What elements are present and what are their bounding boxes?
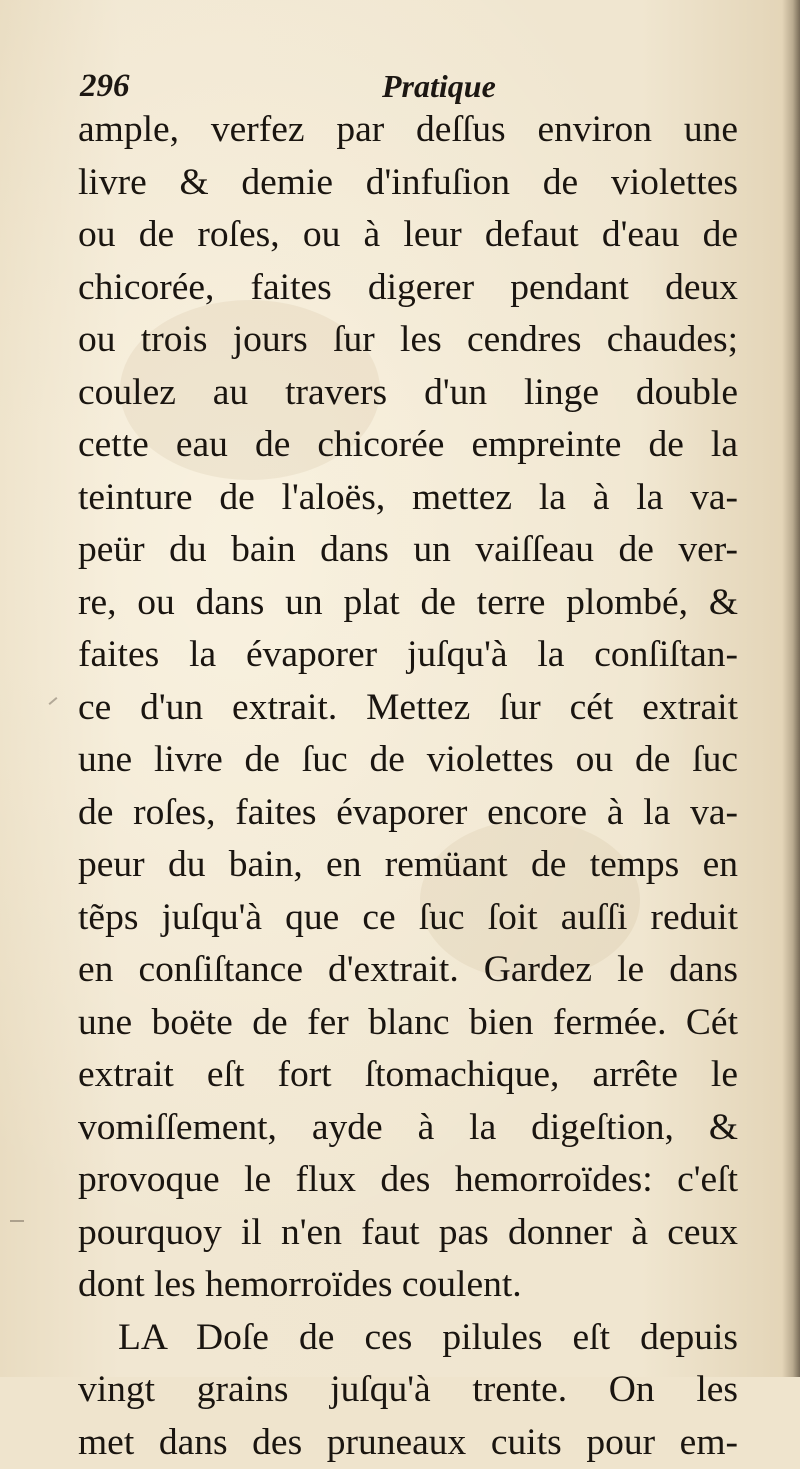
text-line: ou trois jours ſur les cendres chaudes; (78, 314, 738, 367)
text-line: ou de roſes, ou à leur defaut d'eau de (78, 209, 738, 262)
text-line: coulez au travers d'un linge double (78, 367, 738, 420)
margin-mark (49, 697, 58, 705)
text-line: provoque le flux des hemorroïdes: c'eſt (78, 1154, 738, 1207)
text-line: ample, verfez par deſſus environ une (78, 104, 738, 157)
text-line: re, ou dans un plat de terre plombé, & (78, 577, 738, 630)
text-line: pourquoy il n'en faut pas donner à ceux (78, 1207, 738, 1260)
page-header (80, 68, 740, 108)
margin-mark (10, 1220, 24, 1222)
text-line: teinture de l'aloës, mettez la à la va- (78, 472, 738, 525)
text-line: chicorée, faites digerer pendant deux (78, 262, 738, 315)
text-line: ce d'un extrait. Mettez ſur cét extrait (78, 682, 738, 735)
body-text (78, 104, 738, 1469)
text-line: cette eau de chicorée empreinte de la (78, 419, 738, 472)
text-line: faites la évaporer juſqu'à la conſiſtan- (78, 629, 738, 682)
page-number: 296 (80, 68, 130, 105)
text-line: tẽps juſqu'à que ce ſuc ſoit auſſi reduit (78, 892, 738, 945)
text-line: LA Doſe de ces pilules eſt depuis (78, 1312, 738, 1365)
text-line: une boëte de fer blanc bien fermée. Cét (78, 997, 738, 1050)
text-line: livre & demie d'infuſion de violettes (78, 157, 738, 210)
text-line: une livre de ſuc de violettes ou de ſuc (78, 734, 738, 787)
text-line: de roſes, faites évaporer encore à la va- (78, 787, 738, 840)
text-line: vomiſſement, ayde à la digeſtion, & (78, 1102, 738, 1155)
text-line: peür du bain dans un vaiſſeau de ver- (78, 524, 738, 577)
text-line: en conſiſtance d'extrait. Gardez le dans (78, 944, 738, 997)
text-line: peur du bain, en remüant de temps en (78, 839, 738, 892)
text-line: met dans des pruneaux cuits pour em- (78, 1417, 738, 1469)
page-edge-shadow (782, 0, 800, 1377)
text-line: dont les hemorroïdes coulent. (78, 1259, 738, 1312)
running-head: Pratique (382, 68, 496, 105)
text-line: vingt grains juſqu'à trente. On les (78, 1364, 738, 1417)
text-line: extrait eſt fort ſtomachique, arrête le (78, 1049, 738, 1102)
